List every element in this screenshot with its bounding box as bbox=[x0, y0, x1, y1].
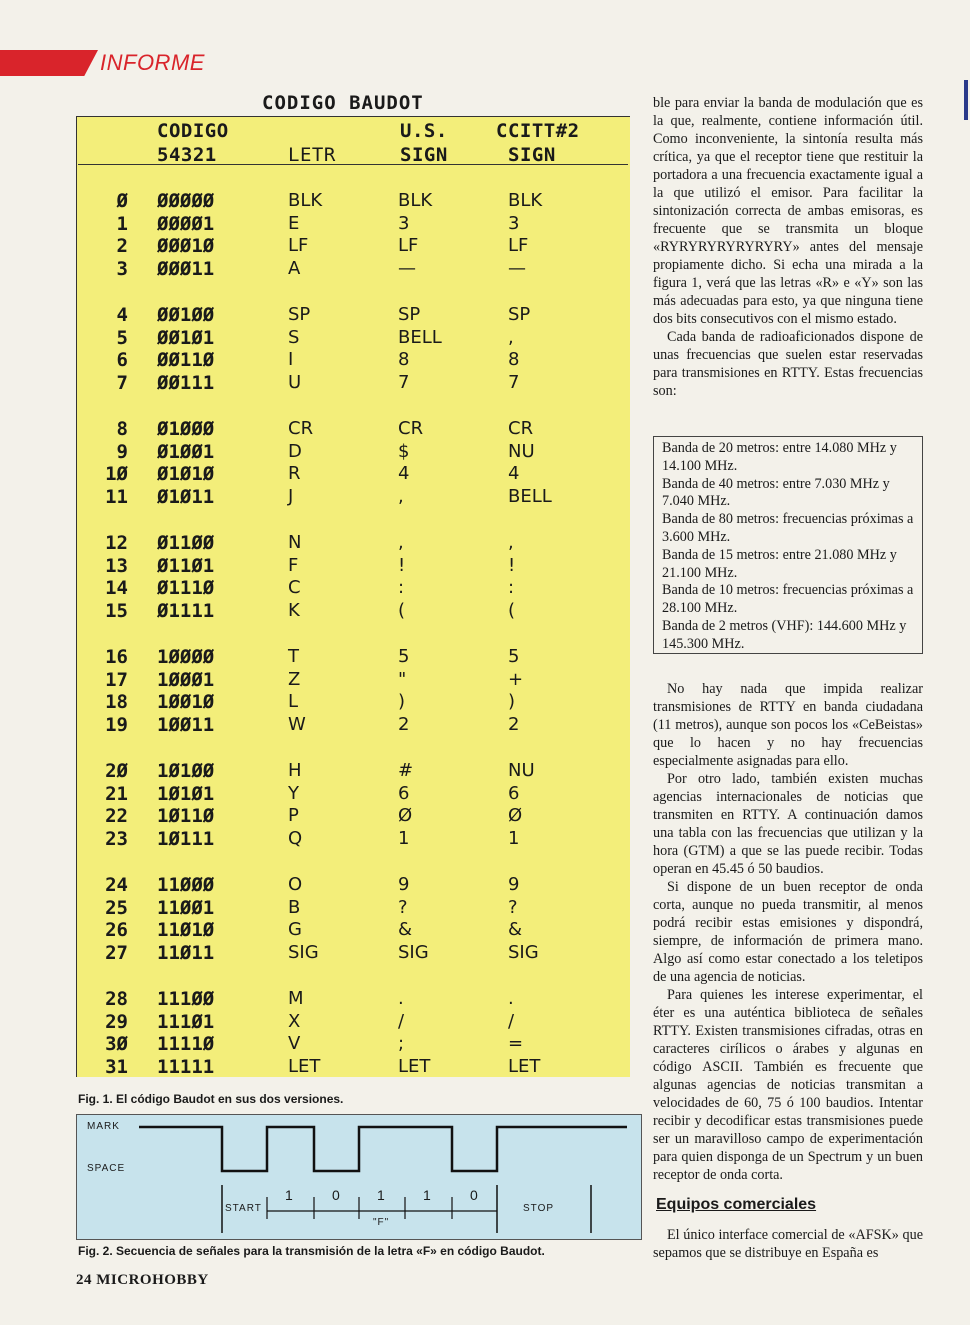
row-letter: H bbox=[288, 760, 302, 781]
letter-f-label: "F" bbox=[373, 1217, 390, 1228]
row-number: 12 bbox=[105, 532, 128, 554]
row-letter: Z bbox=[288, 668, 301, 690]
table-row bbox=[78, 463, 628, 485]
row-us-sign: & bbox=[398, 919, 413, 940]
bit-5: 0 bbox=[470, 1187, 479, 1203]
row-ccitt-sign: 7 bbox=[508, 371, 520, 393]
row-us-sign: 8 bbox=[398, 349, 410, 370]
row-letter: D bbox=[288, 440, 302, 462]
row-code: ØØ111 bbox=[157, 371, 215, 394]
row-number: 2Ø bbox=[105, 760, 128, 782]
table-row bbox=[78, 304, 628, 326]
row-letter: R bbox=[288, 463, 301, 484]
table-row bbox=[78, 441, 628, 463]
row-letter: V bbox=[288, 1033, 301, 1054]
bit-3: 1 bbox=[377, 1187, 386, 1203]
row-ccitt-sign: LET bbox=[508, 1055, 541, 1077]
table-row bbox=[78, 897, 628, 919]
row-number: 2 bbox=[116, 235, 128, 257]
row-us-sign: 1 bbox=[398, 827, 410, 849]
row-ccitt-sign: Ø bbox=[508, 805, 523, 826]
row-code: 1ØØØØ bbox=[157, 646, 215, 668]
row-number: 6 bbox=[116, 349, 128, 371]
article-column-end bbox=[653, 1226, 923, 1262]
row-number: 28 bbox=[105, 988, 128, 1010]
row-code: 1ØØ11 bbox=[157, 713, 215, 736]
row-number: 16 bbox=[105, 646, 128, 668]
row-number: 14 bbox=[105, 577, 128, 599]
row-us-sign: . bbox=[398, 988, 404, 1009]
row-us-sign: $ bbox=[398, 440, 410, 462]
table-row bbox=[78, 600, 628, 622]
row-ccitt-sign: ! bbox=[508, 554, 516, 576]
table-row bbox=[78, 486, 628, 508]
row-ccitt-sign: SP bbox=[508, 304, 531, 325]
section-banner bbox=[0, 50, 98, 76]
table-title: CODIGO BAUDOT bbox=[262, 92, 424, 114]
page-footer: 24 MICROHOBBY bbox=[76, 1272, 209, 1288]
row-ccitt-sign: 5 bbox=[508, 646, 520, 667]
row-number: 15 bbox=[105, 599, 128, 622]
row-us-sign: , bbox=[398, 485, 404, 507]
paragraph-3: No hay nada que impida realizar transmisiones de RTTY en banda ciudadana (11 metros), aunque son pocos los «CeBeistas» que lo hacen y no hay frecuencias especialmente asignadas para ello. bbox=[653, 681, 923, 769]
row-ccitt-sign: 4 bbox=[508, 463, 520, 484]
row-code: ØØØØØ bbox=[157, 190, 215, 212]
row-number: 21 bbox=[105, 782, 128, 805]
row-code: Ø11ØØ bbox=[157, 532, 215, 554]
row-us-sign: ! bbox=[398, 554, 406, 576]
header-letr: LETR bbox=[288, 144, 336, 166]
table-row bbox=[78, 714, 628, 736]
row-code: 11ØØØ bbox=[157, 874, 215, 896]
table-row bbox=[78, 1011, 628, 1033]
table-row bbox=[78, 555, 628, 577]
row-code: 1ØØØ1 bbox=[157, 668, 215, 691]
row-number: 23 bbox=[105, 827, 128, 850]
row-us-sign: ( bbox=[398, 599, 406, 621]
paragraph-7: El único interface comercial de «AFSK» que sepamos que se distribuye en España es bbox=[653, 1227, 923, 1261]
row-code: 1111Ø bbox=[157, 1033, 215, 1055]
table-row bbox=[78, 577, 628, 599]
row-letter: C bbox=[288, 577, 301, 598]
row-us-sign: ) bbox=[398, 691, 406, 712]
row-code: 11Ø1Ø bbox=[157, 919, 215, 941]
row-us-sign: LET bbox=[398, 1055, 431, 1077]
row-letter: G bbox=[288, 919, 302, 940]
page-edge-mark bbox=[964, 80, 968, 120]
space-label: SPACE bbox=[87, 1163, 126, 1174]
row-code: 11111 bbox=[157, 1055, 215, 1078]
row-us-sign: SIG bbox=[398, 941, 429, 963]
row-number: 26 bbox=[105, 919, 128, 941]
row-code: Ø1Ø11 bbox=[157, 485, 215, 508]
row-ccitt-sign: LF bbox=[508, 235, 529, 256]
row-letter: N bbox=[288, 532, 302, 553]
row-number: 7 bbox=[116, 371, 128, 394]
table-row bbox=[78, 327, 628, 349]
row-letter: SP bbox=[288, 304, 311, 325]
row-letter: W bbox=[288, 713, 306, 735]
row-ccitt-sign: 9 bbox=[508, 874, 520, 895]
row-code: 111ØØ bbox=[157, 988, 215, 1010]
row-code: Ø111Ø bbox=[157, 577, 215, 599]
row-us-sign: Ø bbox=[398, 805, 413, 826]
stop-label: STOP bbox=[523, 1203, 555, 1214]
table-row bbox=[78, 669, 628, 691]
row-ccitt-sign: 1 bbox=[508, 827, 520, 849]
row-code: 1Ø11Ø bbox=[157, 805, 215, 827]
row-code: Ø1ØØØ bbox=[157, 418, 215, 440]
row-letter: U bbox=[288, 371, 302, 393]
row-ccitt-sign: — bbox=[508, 257, 526, 279]
row-code: ØØØ11 bbox=[157, 257, 215, 280]
row-us-sign: 2 bbox=[398, 713, 410, 735]
band-item: Banda de 40 metros: entre 7.030 MHz y 7.040 MHz. bbox=[662, 475, 890, 510]
row-code: ØØØØ1 bbox=[157, 212, 215, 235]
row-letter: Y bbox=[288, 782, 299, 804]
row-code: Ø11Ø1 bbox=[157, 554, 215, 577]
row-ccitt-sign: CR bbox=[508, 418, 534, 439]
paragraph-5: Si dispone de un buen receptor de onda corta, aunque no pueda transmitir, al menos podrá recibir estas emisiones y dispondrá, siempre, de información de primera mano. Algo así como estar conectado a los teletipos de una agencia de noticias. bbox=[653, 879, 923, 985]
row-ccitt-sign: / bbox=[508, 1010, 515, 1032]
row-ccitt-sign: & bbox=[508, 919, 523, 940]
fig2-caption: Fig. 2. Secuencia de señales para la transmisión de la letra «F» en código Baudot. bbox=[78, 1244, 545, 1258]
band-item: Banda de 80 metros: frecuencias próximas a 3.600 MHz. bbox=[662, 511, 914, 545]
row-us-sign: CR bbox=[398, 418, 424, 439]
row-letter: Q bbox=[288, 827, 303, 849]
table-row bbox=[78, 691, 628, 713]
section-label: INFORME bbox=[100, 50, 205, 75]
row-ccitt-sign: 8 bbox=[508, 349, 520, 370]
article-column-top bbox=[653, 94, 923, 400]
row-us-sign: 3 bbox=[398, 212, 410, 234]
table-row bbox=[78, 646, 628, 668]
row-ccitt-sign: 3 bbox=[508, 212, 520, 234]
row-code: ØØ1Ø1 bbox=[157, 326, 215, 349]
header-ccitt-sign: SIGN bbox=[508, 144, 556, 166]
row-ccitt-sign: ( bbox=[508, 599, 516, 621]
row-code: 1Ø111 bbox=[157, 827, 215, 850]
header-bits: 54321 bbox=[157, 144, 217, 166]
row-us-sign: / bbox=[398, 1010, 405, 1032]
row-us-sign: # bbox=[398, 760, 414, 781]
row-number: 31 bbox=[105, 1055, 128, 1078]
row-us-sign: 6 bbox=[398, 782, 410, 804]
row-ccitt-sign: 2 bbox=[508, 713, 520, 735]
row-ccitt-sign: BELL bbox=[508, 485, 552, 507]
row-number: 1 bbox=[116, 212, 128, 235]
article-column-bottom bbox=[653, 680, 923, 1184]
row-code: 1Ø1ØØ bbox=[157, 760, 215, 782]
row-number: 4 bbox=[116, 304, 128, 326]
table-row bbox=[78, 258, 628, 280]
bit-2: 0 bbox=[332, 1187, 341, 1203]
bit-1: 1 bbox=[285, 1187, 294, 1203]
table-row bbox=[78, 372, 628, 394]
row-ccitt-sign: , bbox=[508, 532, 514, 553]
row-letter: O bbox=[288, 874, 303, 895]
row-us-sign: 9 bbox=[398, 874, 410, 895]
row-number: 5 bbox=[116, 326, 128, 349]
table-row bbox=[78, 919, 628, 941]
row-us-sign: 7 bbox=[398, 371, 410, 393]
row-ccitt-sign: 6 bbox=[508, 782, 520, 804]
row-code: Ø1111 bbox=[157, 599, 215, 622]
row-ccitt-sign: ) bbox=[508, 691, 516, 712]
row-code: 11ØØ1 bbox=[157, 896, 215, 919]
row-ccitt-sign: ? bbox=[508, 896, 518, 918]
paragraph-1: ble para enviar la banda de modulación que es la que, realmente, contiene información útil. Como inconveniente, la sintonía resulta más crítica, ya que el receptor tiene que restituir la portadora a una frecuencia exactamente igual a la que utilizó el emisor. Para facilitar la sintonización correcta de ambas emisoras, es frecuente que se transmita un bloque «RYRYRYRYRYRYRY» antes del mensaje propiamente dicho. Si echa una mirada a la figura 1, verá que las letras «R» e «Y» son las más adecuadas para esto, ya que ninguna tiene dos bits consecutivos con el mismo estado. bbox=[653, 95, 923, 327]
table-row bbox=[78, 1056, 628, 1078]
section-heading: Equipos comerciales bbox=[656, 1196, 817, 1213]
row-ccitt-sign: = bbox=[508, 1033, 524, 1054]
paragraph-4: Por otro lado, también existen muchas agencias internacionales de noticias que transmiten en RTTY. A continuación damos una tabla con las frecuencias que utilizan y la hora (GTM) a que se las puede recibir. Todas operan en 45.45 ó 50 baudios. bbox=[653, 771, 923, 877]
frequency-box bbox=[653, 436, 923, 654]
row-number: 11 bbox=[105, 485, 128, 508]
row-ccitt-sign: + bbox=[508, 668, 524, 690]
row-ccitt-sign: , bbox=[508, 326, 514, 348]
row-us-sign: ; bbox=[398, 1033, 405, 1054]
table-row bbox=[78, 532, 628, 554]
row-code: Ø1ØØ1 bbox=[157, 440, 215, 463]
row-number: 9 bbox=[116, 440, 128, 463]
row-number: 8 bbox=[116, 418, 128, 440]
mark-label: MARK bbox=[87, 1121, 120, 1132]
row-letter: CR bbox=[288, 418, 314, 439]
table-row bbox=[78, 874, 628, 896]
row-number: 24 bbox=[105, 874, 128, 896]
row-letter: J bbox=[288, 485, 294, 507]
row-letter: M bbox=[288, 988, 304, 1009]
table-row bbox=[78, 213, 628, 235]
header-ccitt: CCITT#2 bbox=[496, 120, 580, 142]
row-number: 3 bbox=[116, 257, 128, 280]
row-number: 17 bbox=[105, 668, 128, 691]
paragraph-2: Cada banda de radioaficionados dispone de unas frecuencias que suelen estar reservadas para transmisiones en RTTY. Estas frecuencias son: bbox=[653, 329, 923, 399]
table-row bbox=[78, 235, 628, 257]
band-item: Banda de 2 metros (VHF): 144.600 MHz y 145.300 MHz. bbox=[662, 617, 907, 652]
row-letter: X bbox=[288, 1010, 301, 1032]
row-number: 18 bbox=[105, 691, 128, 713]
row-letter: K bbox=[288, 599, 300, 621]
row-letter: F bbox=[288, 554, 299, 576]
row-ccitt-sign: NU bbox=[508, 440, 535, 462]
row-us-sign: BLK bbox=[398, 190, 433, 211]
row-ccitt-sign: : bbox=[508, 577, 515, 598]
row-us-sign: 5 bbox=[398, 646, 410, 667]
row-code: ØØØ1Ø bbox=[157, 235, 215, 257]
band-item: Banda de 10 metros: frecuencias próximas a 28.100 MHz. bbox=[662, 582, 914, 617]
waveform bbox=[77, 1115, 641, 1239]
row-ccitt-sign: NU bbox=[508, 760, 535, 781]
band-item: Banda de 20 metros: entre 14.080 MHz y 14.100 MHz. bbox=[662, 440, 897, 474]
table-header bbox=[78, 120, 628, 165]
row-letter: B bbox=[288, 896, 301, 918]
header-us: U.S. bbox=[400, 120, 448, 142]
row-code: ØØ1ØØ bbox=[157, 304, 215, 326]
table-row bbox=[78, 805, 628, 827]
row-code: 111Ø1 bbox=[157, 1010, 215, 1033]
row-letter: BLK bbox=[288, 190, 323, 211]
row-letter: L bbox=[288, 691, 299, 712]
row-number: 3Ø bbox=[105, 1033, 128, 1055]
row-number: 25 bbox=[105, 896, 128, 919]
row-letter: LET bbox=[288, 1055, 321, 1077]
row-code: 11Ø11 bbox=[157, 941, 215, 964]
band-item: Banda de 15 metros: entre 21.080 MHz y 21.100 MHz. bbox=[662, 546, 897, 581]
header-us-sign: SIGN bbox=[400, 144, 448, 166]
row-number: 19 bbox=[105, 713, 128, 736]
row-us-sign: 4 bbox=[398, 463, 410, 484]
row-number: 1Ø bbox=[105, 463, 128, 485]
table-row bbox=[78, 783, 628, 805]
row-ccitt-sign: BLK bbox=[508, 190, 543, 211]
row-code: 1Ø1Ø1 bbox=[157, 782, 215, 805]
bit-4: 1 bbox=[423, 1187, 432, 1203]
row-number: 13 bbox=[105, 554, 128, 577]
row-letter: S bbox=[288, 326, 300, 348]
table-row bbox=[78, 828, 628, 850]
row-letter: T bbox=[288, 646, 299, 667]
row-code: 1ØØ1Ø bbox=[157, 691, 215, 713]
paragraph-6: Para quienes les interese experimentar, el éter es una auténtica biblioteca de señales RTTY. Existen transmisiones cifradas, otras en caracteres cirílicos o árabes y algunas en código ASCII. También es frecuente que algunas agencias de noticias transmitan a velocidades de 60, 75 ó 100 baudios. Intentar recibir y decodificar estas transmisiones puede ser un maravilloso campo de experimentación para quien disponga de un Spectrum y un buen receptor de onda corta. bbox=[653, 987, 923, 1183]
fig1-caption: Fig. 1. El código Baudot en sus dos versiones. bbox=[78, 1092, 344, 1106]
row-us-sign: : bbox=[398, 577, 405, 598]
table-row bbox=[78, 1033, 628, 1055]
signal-diagram bbox=[76, 1114, 642, 1240]
row-letter: LF bbox=[288, 235, 309, 256]
table-row bbox=[78, 349, 628, 371]
row-letter: E bbox=[288, 212, 300, 234]
row-us-sign: ? bbox=[398, 896, 408, 918]
row-ccitt-sign: . bbox=[508, 988, 514, 1009]
row-us-sign: LF bbox=[398, 235, 419, 256]
row-us-sign: , bbox=[398, 532, 404, 553]
start-label: START bbox=[225, 1203, 262, 1214]
row-us-sign: SP bbox=[398, 304, 421, 325]
row-letter: I bbox=[288, 349, 294, 370]
row-number: 29 bbox=[105, 1010, 128, 1033]
table-row bbox=[78, 942, 628, 964]
row-code: ØØ11Ø bbox=[157, 349, 215, 371]
table-row bbox=[78, 988, 628, 1010]
row-ccitt-sign: SIG bbox=[508, 941, 539, 963]
header-codigo: CODIGO bbox=[157, 120, 229, 142]
table-row bbox=[78, 190, 628, 212]
row-code: Ø1Ø1Ø bbox=[157, 463, 215, 485]
row-letter: A bbox=[288, 257, 301, 279]
row-number: Ø bbox=[116, 190, 128, 212]
row-us-sign: — bbox=[398, 257, 416, 279]
row-number: 22 bbox=[105, 805, 128, 827]
row-letter: SIG bbox=[288, 941, 319, 963]
table-row bbox=[78, 760, 628, 782]
table-row bbox=[78, 418, 628, 440]
row-number: 27 bbox=[105, 941, 128, 964]
row-letter: P bbox=[288, 805, 299, 826]
row-us-sign: " bbox=[398, 668, 407, 690]
row-us-sign: BELL bbox=[398, 326, 442, 348]
